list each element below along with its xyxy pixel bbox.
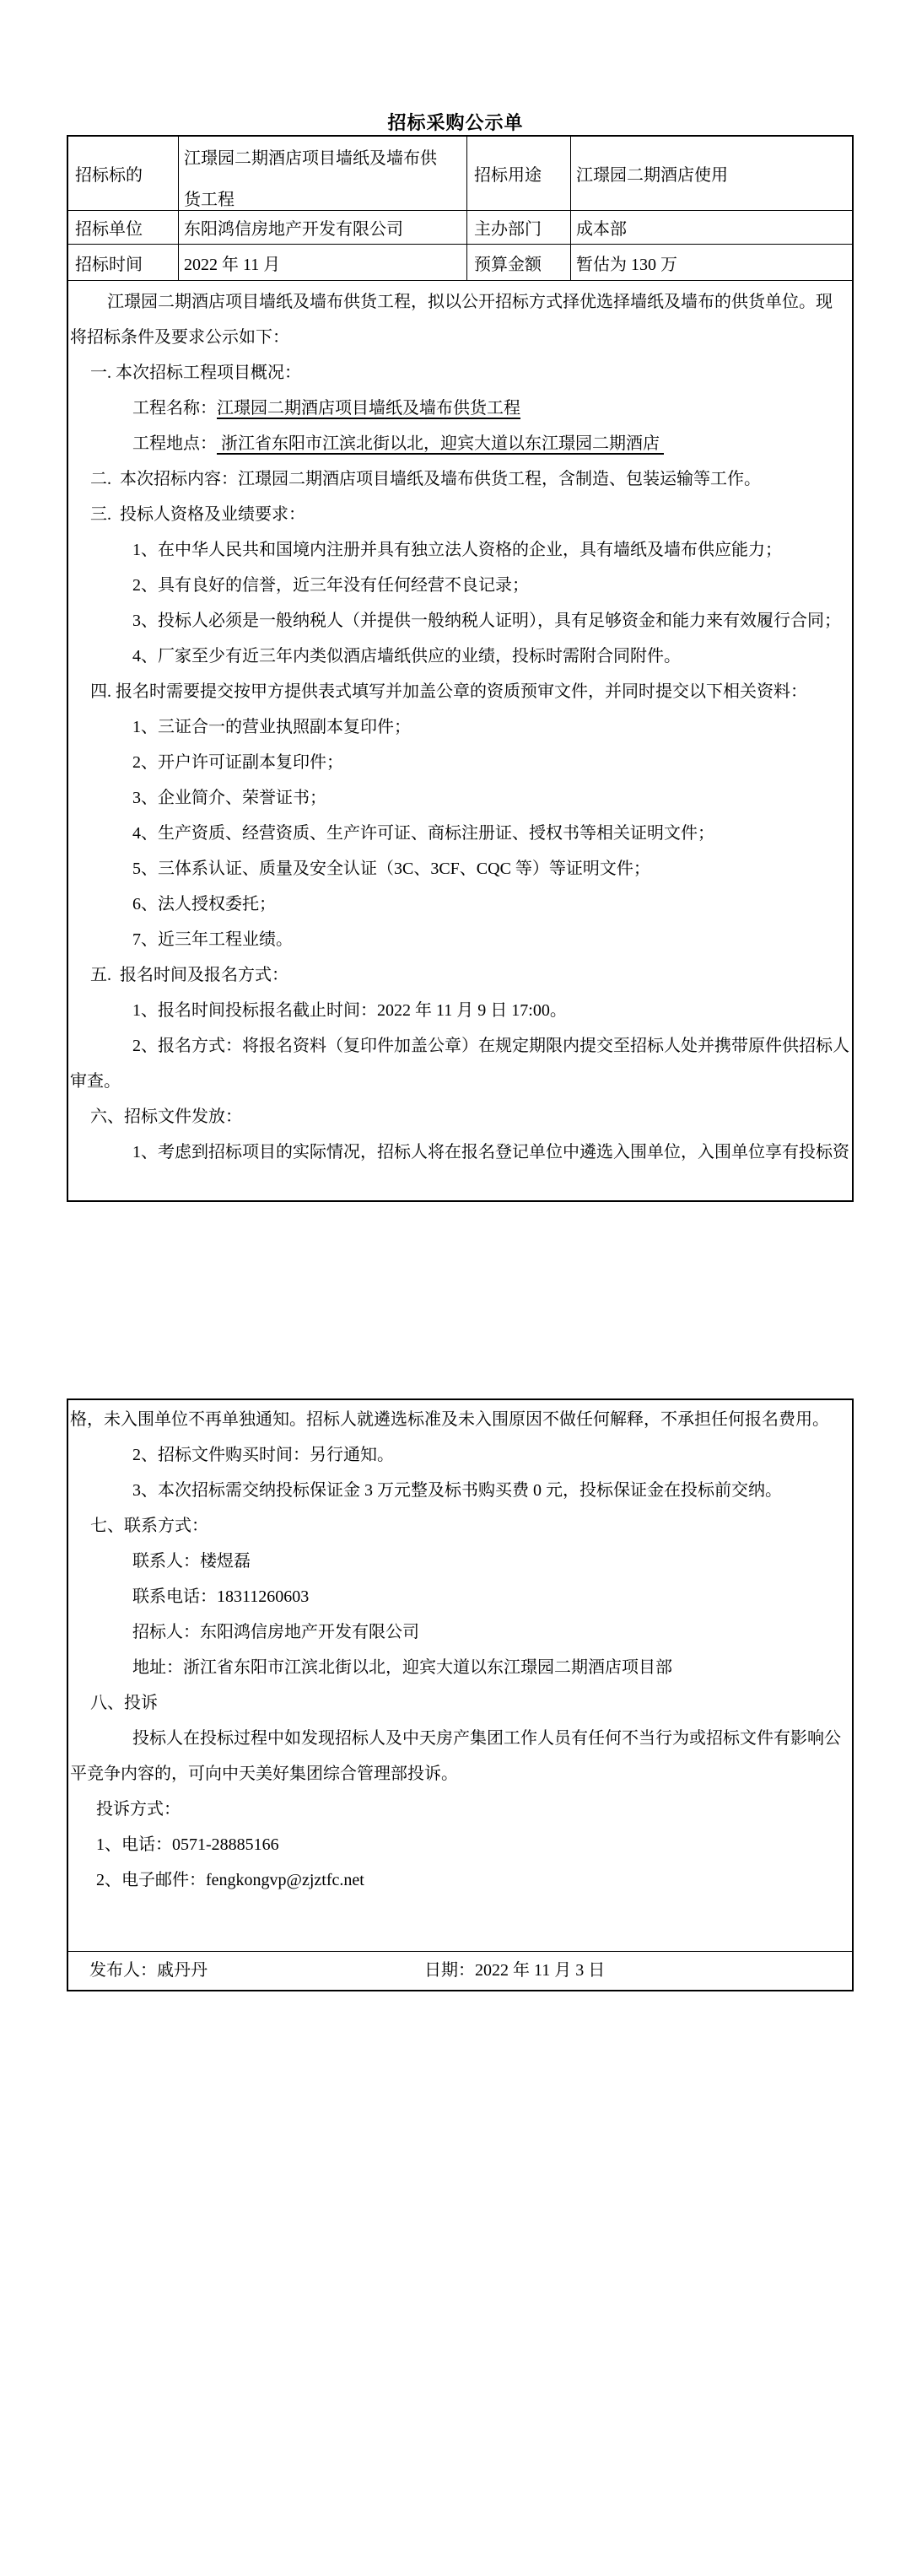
footer-row	[68, 1951, 852, 1990]
complaint-phone-line: 1、电话：0571-28885166	[96, 1835, 279, 1854]
doc-line: 1、考虑到招标项目的实际情况，招标人将在报名登记单位中遴选入围单位，入围单位享有投标资	[132, 1143, 849, 1161]
doc-line: 六、招标文件发放：	[90, 1107, 242, 1126]
doc-line: 格，未入围单位不再单独通知。招标人就遴选标准及未入围原因不做任何解释，不承担任何报名费用。	[70, 1410, 829, 1429]
doc-line: 八、投诉	[90, 1694, 158, 1712]
page1-table	[67, 135, 854, 1202]
purpose-label-cell: 招标用途	[467, 137, 571, 211]
publisher: 发布人：戚丹丹	[89, 1961, 208, 1980]
purpose-value-cell: 江璟园二期酒店使用	[571, 137, 852, 211]
doc-line: 三. 投标人资格及业绩要求：	[90, 505, 305, 524]
doc-line: 3、投标人必须是一般纳税人（并提供一般纳税人证明），具有足够资金和能力来有效履行合同；	[132, 612, 841, 630]
doc-line: 2、报名方式：将报名资料（复印件加盖公章）在规定期限内提交至招标人处并携带原件供招标人	[132, 1037, 849, 1055]
doc-line	[68, 391, 852, 426]
doc-line: 二. 本次招标内容：江璟园二期酒店项目墙纸及墙布供货工程，含制造、包装运输等工作。	[90, 470, 761, 488]
doc-line: 一. 本次招标工程项目概况：	[90, 364, 301, 382]
time-value-cell: 2022 年 11 月	[179, 245, 467, 281]
time-label-cell: 招标时间	[68, 245, 179, 281]
unit-value-cell: 东阳鸿信房地产开发有限公司	[179, 211, 467, 245]
doc-line: 4、厂家至少有近三年内类似酒店墙纸供应的业绩，投标时需附合同附件。	[132, 647, 681, 666]
doc-line: 江璟园二期酒店项目墙纸及墙布供货工程，拟以公开招标方式择优选择墙纸及墙布的供货单位。现	[107, 293, 833, 311]
doc-line: 2、招标文件购买时间：另行通知。	[132, 1446, 394, 1464]
project-location-label: 工程地点：	[132, 434, 217, 453]
doc-line: 6、法人授权委托；	[132, 895, 276, 913]
address-line: 地址：浙江省东阳市江滨北街以北，迎宾大道以东江璟园二期酒店项目部	[132, 1658, 672, 1677]
budget-value-cell: 暂估为 130 万	[571, 245, 852, 281]
unit-label-cell: 招标单位	[68, 211, 179, 245]
header-fields-table	[68, 137, 852, 281]
doc-line: 四. 报名时需要提交按甲方提供表式填写并加盖公章的资质预审文件，并同时提交以下相关资料：	[90, 682, 807, 701]
doc-line	[68, 426, 852, 461]
doc-line: 1、在中华人民共和国境内注册并具有独立法人资格的企业，具有墙纸及墙布供应能力；	[132, 541, 782, 559]
doc-line: 2、具有良好的信誉，近三年没有任何经营不良记录；	[132, 576, 529, 595]
doc-line: 投标人在投标过程中如发现招标人及中天房产集团工作人员有任何不当行为或招标文件有影响公	[132, 1729, 841, 1748]
publish-date: 日期：2022 年 11 月 3 日	[424, 1961, 606, 1980]
doc-line: 1、报名时间投标报名截止时间：2022 年 11 月 9 日 17:00。	[132, 1001, 567, 1020]
doc-line: 平竞争内容的，可向中天美好集团综合管理部投诉。	[70, 1765, 458, 1783]
doc-line: 3、本次招标需交纳投标保证金 3 万元整及标书购买费 0 元，投标保证金在投标前交纳。	[132, 1481, 782, 1500]
doc-line: 3、企业简介、荣誉证书；	[132, 789, 326, 807]
doc-line: 1、三证合一的营业执照副本复印件；	[132, 718, 411, 736]
dept-label-cell: 主办部门	[467, 211, 571, 245]
tenderer-line: 招标人：东阳鸿信房地产开发有限公司	[132, 1623, 419, 1641]
doc-line: 七、联系方式：	[90, 1517, 208, 1535]
page2-table	[67, 1398, 854, 1991]
doc-line: 7、近三年工程业绩。	[132, 930, 293, 949]
doc-line: 将招标条件及要求公示如下：	[70, 328, 289, 347]
subject-value-cell: 江璟园二期酒店项目墙纸及墙布供货工程	[179, 137, 467, 211]
project-name-label: 工程名称：	[132, 399, 217, 418]
dept-value-cell: 成本部	[571, 211, 852, 245]
doc-line: 五. 报名时间及报名方式：	[90, 966, 288, 984]
contact-phone-line: 联系电话：18311260603	[132, 1587, 310, 1606]
contact-person-line: 联系人：楼煜磊	[132, 1552, 251, 1571]
page2-body	[68, 1400, 852, 1951]
project-location-value: 浙江省东阳市江滨北街以北，迎宾大道以东江璟园二期酒店	[217, 434, 664, 453]
doc-line: 审查。	[70, 1072, 121, 1091]
budget-label-cell: 预算金额	[467, 245, 571, 281]
complaint-email-line: 2、电子邮件：fengkongvp@zjztfc.net	[96, 1871, 364, 1889]
doc-line: 5、三体系认证、质量及安全认证（3C、3CF、CQC 等）等证明文件；	[132, 860, 650, 878]
doc-line: 4、生产资质、经营资质、生产许可证、商标注册证、授权书等相关证明文件；	[132, 824, 714, 843]
doc-line: 2、开户许可证副本复印件；	[132, 753, 343, 772]
subject-label-cell: 招标标的	[68, 137, 179, 211]
page1-body	[68, 281, 852, 1200]
page-title: 招标采购公示单	[387, 112, 524, 133]
doc-line: 投诉方式：	[96, 1800, 181, 1819]
project-name-value: 江璟园二期酒店项目墙纸及墙布供货工程	[217, 399, 520, 418]
